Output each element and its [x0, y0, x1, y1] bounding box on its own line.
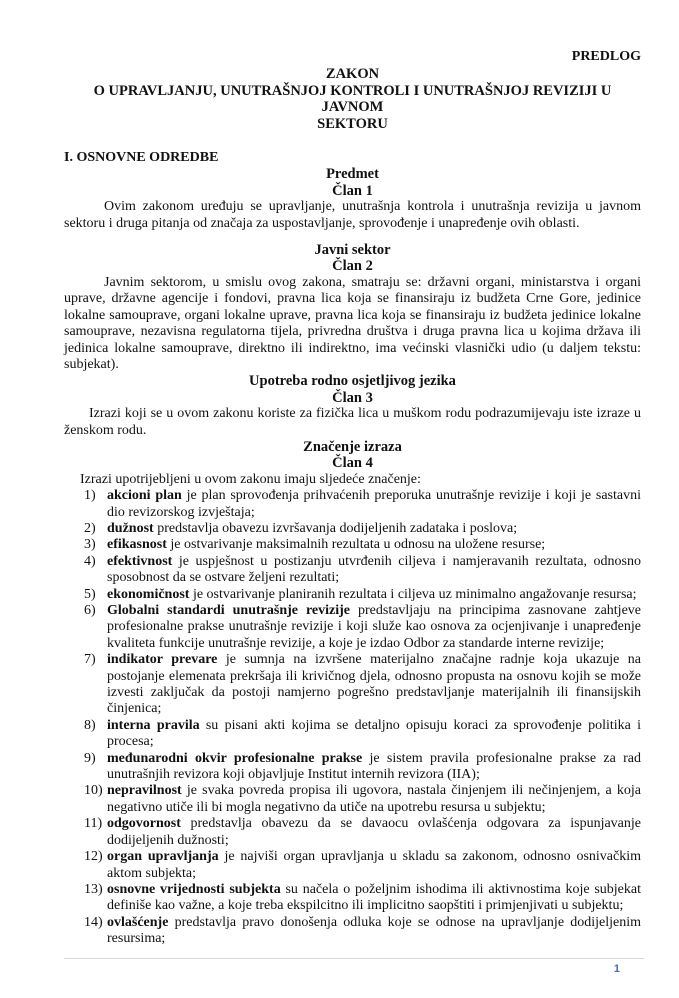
definition-number: 8)	[84, 717, 96, 733]
article-3-text: Izrazi koji se u ovom zakonu koriste za fizička lica u muškom rodu podrazumijevaju iste izraze u ženskom rodu.	[64, 406, 641, 438]
definition-number: 6)	[84, 603, 96, 618]
definition-term: dužnost	[107, 520, 154, 536]
article-2-heading: Javni sektor	[314, 242, 391, 259]
article-3-number: Član 3	[332, 389, 373, 406]
definition-term: efektivnost	[107, 553, 173, 569]
definition-text	[107, 882, 641, 915]
document-page	[64, 0, 641, 948]
definition-term: interna pravila	[107, 717, 200, 733]
definition-number: 14)	[84, 914, 103, 930]
article-1-text: Ovim zakonom uređuju se upravljanje, unutrašnja kontrola i unutrašnja revizija u javnom sektoru i druga pitanja od značaja za uspostavljanje, sprovođenje i unapređenje ovih oblasti.	[64, 199, 641, 231]
article-4-heading: Značenje izraza	[303, 438, 402, 455]
definition-item	[84, 488, 641, 521]
article-1-number: Član 1	[332, 182, 373, 199]
definition-number: 3)	[84, 537, 96, 553]
definition-number: 1)	[84, 488, 96, 504]
definition-number: 13)	[84, 881, 103, 897]
definition-body: je svaka povreda propisa ili ugovora, nastala činjenjem ili nečinjenjem, a koja negativno utiče ili bi mogla negativno da utiče na upotrebu resursa u subjektu;	[107, 783, 641, 815]
definition-item	[84, 751, 641, 784]
doc-title-line2: SEKTORU	[317, 115, 388, 132]
definition-text	[107, 521, 641, 537]
definition-term: akcioni plan	[107, 488, 182, 504]
definition-text	[107, 587, 641, 603]
definition-text	[107, 915, 641, 948]
definitions-list	[64, 488, 641, 947]
definition-item	[84, 554, 641, 587]
definition-text	[107, 603, 641, 652]
doc-title-line1: O UPRAVLJANJU, UNUTRAŠNJOJ KONTROLI I UNUTRAŠNJOJ REVIZIJI U JAVNOM	[93, 82, 612, 116]
article-4-number: Član 4	[332, 455, 373, 472]
definition-body: je najviši organ upravljanja u skladu sa zakonom, odnosno osnivačkim aktom subjekta;	[107, 849, 641, 881]
definition-text	[107, 751, 641, 784]
definition-body: predstavlja obavezu da se davaocu ovlašćenja odgovara za ispunjavanje dodijeljenih dužnosti;	[107, 816, 641, 848]
definition-number: 12)	[84, 849, 103, 865]
definition-text	[107, 554, 641, 587]
definition-body: predstavlja obavezu izvršavanja dodijeljenih zadataka i poslova;	[153, 520, 518, 536]
definition-text	[107, 849, 641, 882]
definition-item	[84, 521, 641, 537]
definition-text	[107, 718, 641, 751]
definition-item	[84, 652, 641, 718]
article-2-number: Član 2	[332, 258, 373, 275]
definition-number: 9)	[84, 750, 96, 766]
definition-body: je ostvarivanje planiranih rezultata i ciljeva uz minimalno angažovanje resursa;	[189, 586, 637, 602]
definition-body: je sistem pravila profesionalne prakse za rad unutrašnjih revizora koji objavljuje Institut internih revizora (IIA);	[107, 750, 641, 783]
article-4-text: Izrazi upotrijebljeni u ovom zakonu imaju sljedeće značenje:	[80, 471, 421, 487]
definition-body: predstavlja pravo donošenja odluka koje se odnose na upravljanje dodijeljenim resursima;	[107, 914, 641, 947]
definition-term: nepravilnost	[107, 783, 182, 799]
definition-term: ovlašćenje	[107, 914, 169, 930]
definition-body: je plan sprovođenja prihvaćenih preporuka unutrašnje revizije i koji je sastavni dio revizorskog izvještaja;	[107, 488, 641, 520]
definition-term: efikasnost	[107, 537, 167, 553]
definition-text	[107, 652, 641, 718]
definition-item	[84, 537, 641, 553]
article-2-text: Javnim sektorom, u smislu ovog zakona, smatraju se: državni organi, ministarstva i organi uprave, državne agencije i fondovi, pravna lica koja se finansiraju iz budžeta Crne Gore, jedinice lokalne samouprave, organi lokalne uprave, pravna lica koja se finansiraju iz budžeta jedinice lokalne samouprave, nezavisna regulatorna tijela, privredna društva i druga pravna lica u kojima država ili jedinica lokalne samouprave, direktno ili indirektno, ima većinski vlasnički udio (u daljem tekstu: subjekat).	[64, 274, 641, 372]
definition-number: 5)	[84, 586, 96, 602]
definition-number: 7)	[84, 652, 96, 668]
section-heading: I. OSNOVNE ODREDBE	[64, 150, 219, 166]
definition-item	[84, 816, 641, 849]
definition-body: je uspješnost u postizanju utvrđenih ciljeva i namjeravanih rezultata, odnosno sposobnost da se ostvare željeni rezultati;	[107, 553, 641, 586]
definition-body: predstavljaju na principima zasnovane zahtjeve profesionalne prakse unutrašnje revizije i koji služe kao osnova za ocjenjivanje i unapređenje kvaliteta funkcije unutrašnje revizije, a koje je izdao Odbor za standarde interne revizije;	[107, 603, 641, 651]
definition-item	[84, 915, 641, 948]
definition-number: 11)	[84, 816, 103, 832]
article-3-heading: Upotreba rodno osjetljivog jezika	[249, 373, 456, 390]
definition-body: su načela o poželjnim ishodima ili aktivnostima koje subjekat definiše kao važne, a koje treba ekspilcitno ili implicitno saopštiti i primjenjivati u subjektu;	[107, 881, 641, 914]
definition-item	[84, 849, 641, 882]
definition-item	[84, 882, 641, 915]
definition-item	[84, 718, 641, 751]
doc-type: ZAKON	[325, 66, 380, 83]
definition-term: indikator prevare	[107, 652, 218, 668]
article-1-heading: Predmet	[326, 166, 379, 183]
definition-item	[84, 587, 641, 603]
definition-number: 2)	[84, 520, 96, 536]
page-number: 1	[613, 962, 620, 975]
definition-text	[107, 816, 641, 849]
definition-body: su pisani akti kojima se detaljno opisuju koraci za sprovođenje politika i procesa;	[107, 717, 641, 750]
definition-term: Globalni standardi unutrašnje revizije	[107, 603, 351, 618]
page-footer	[64, 958, 644, 998]
definition-text	[107, 783, 641, 816]
definition-number: 4)	[84, 553, 96, 569]
definition-item	[84, 603, 641, 652]
definition-term: međunarodni okvir profesionalne prakse	[107, 750, 363, 766]
definition-text	[107, 488, 641, 521]
definition-body: je sumnja na izvršene materijalno značajne radnje koja ukazuje na postojanje elemenata prekršaja ili krivičnog djela, odnosno propusta na osnovu kojih se može izvesti zaključak da postoji namjerno pogrešno predstavljanje materijalnih ili finansijskih činjenica;	[107, 652, 641, 717]
definition-body: je ostvarivanje maksimalnih rezultata u odnosu na uložene resurse;	[166, 537, 546, 553]
definition-term: osnovne vrijednosti subjekta	[107, 881, 281, 897]
definition-term: odgovornost	[107, 816, 181, 832]
definition-item	[84, 783, 641, 816]
definition-term: organ upravljanja	[107, 849, 219, 865]
definition-term: ekonomičnost	[107, 586, 190, 602]
definition-text	[107, 537, 641, 553]
proposal-label: PREDLOG	[571, 49, 641, 64]
definition-number: 10)	[84, 783, 103, 799]
footer-divider	[64, 958, 644, 959]
